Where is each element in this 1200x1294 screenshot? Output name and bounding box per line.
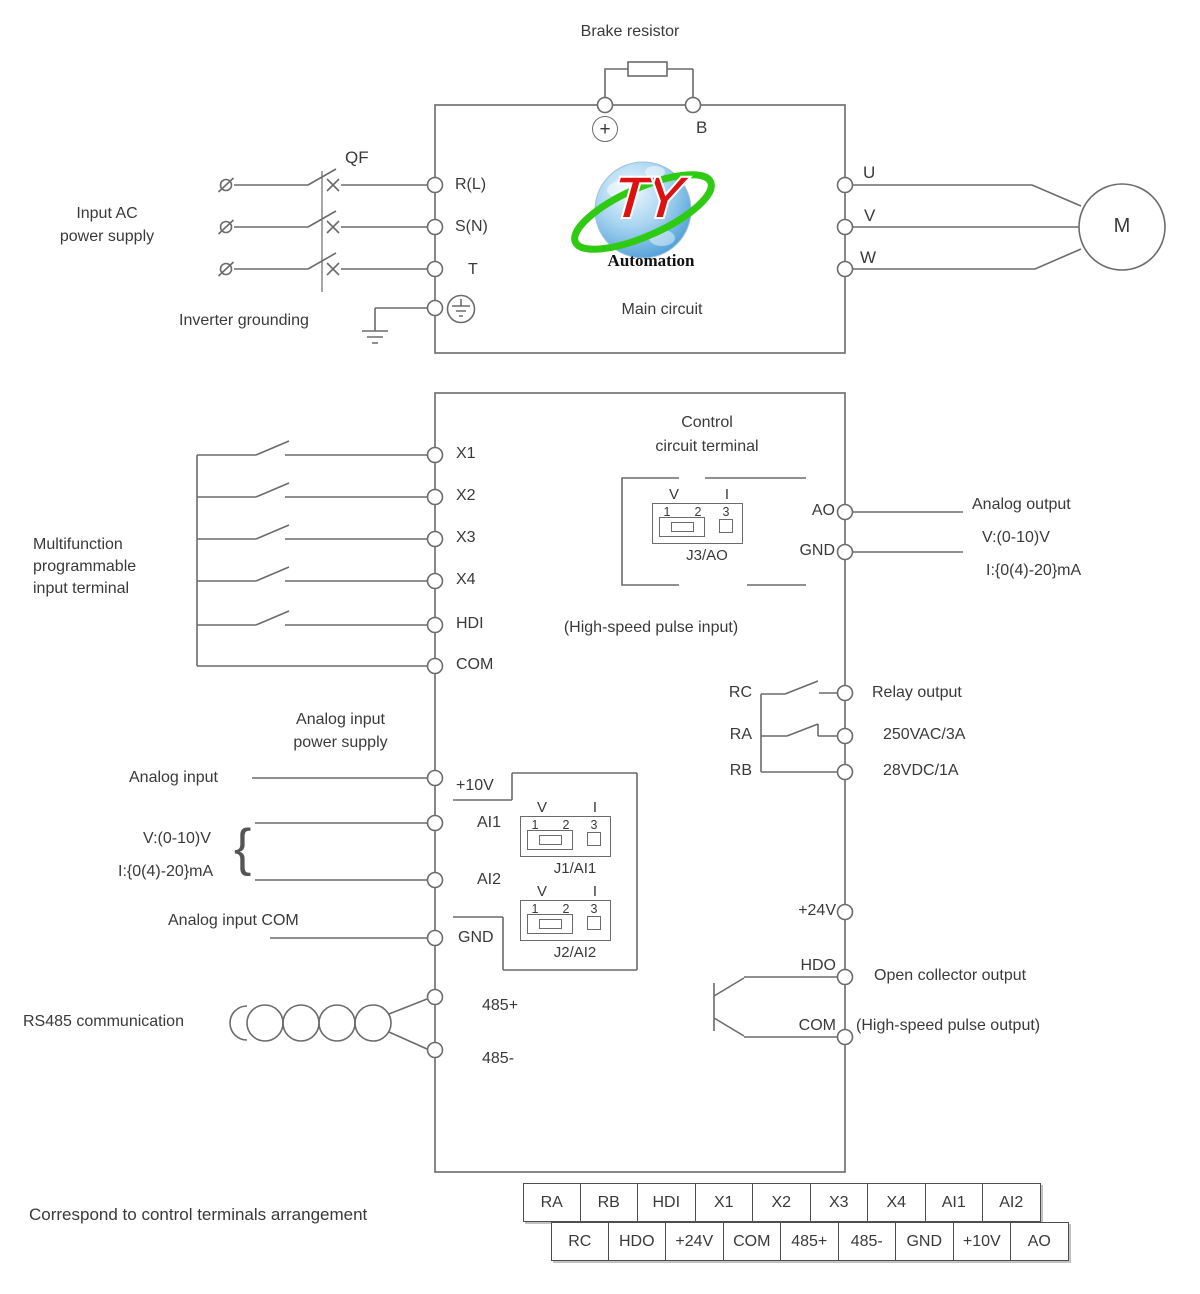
open-collector-label: Open collector output — [874, 967, 1027, 984]
high-speed-pulse-output-label: (High-speed pulse output) — [856, 1017, 1041, 1034]
arrangement-cell: X4 — [868, 1183, 926, 1222]
analog-output-i-range: I:{0(4)-20}mA — [986, 562, 1082, 579]
relay-contacts-symbol — [761, 681, 837, 772]
arrangement-cell: +10V — [954, 1222, 1012, 1261]
arrangement-cell: RB — [581, 1183, 639, 1222]
terminal-24v-label: +24V — [798, 902, 836, 919]
control-title-2: circuit terminal — [655, 438, 759, 455]
ground-symbol — [362, 308, 427, 343]
high-speed-pulse-input-label: (High-speed pulse input) — [563, 619, 739, 636]
protective-earth-icon — [448, 296, 475, 323]
terminal-x2-label: X2 — [456, 487, 476, 504]
input-ac-label-2: power supply — [59, 228, 155, 245]
jumper-i-label: I — [592, 883, 598, 900]
analog-output-v-range: V:(0-10)V — [982, 529, 1050, 546]
jumper-cap — [539, 835, 562, 845]
terminal-10v-label: +10V — [456, 777, 494, 794]
terminal-485p-label: 485+ — [482, 997, 519, 1014]
arrangement-caption: Correspond to control terminals arrangement — [29, 1205, 368, 1224]
arrangement-row-2 — [551, 1222, 1069, 1261]
arrangement-cell: 485- — [839, 1222, 897, 1261]
jumper-j1-ai1 — [520, 799, 612, 881]
rs485-coil-symbol — [230, 999, 427, 1049]
arrangement-cell: GND — [896, 1222, 954, 1261]
jumper-j2-ai2 — [520, 883, 612, 965]
relay-rating-ac-label: 250VAC/3A — [883, 726, 966, 743]
arrangement-cell: RA — [523, 1183, 581, 1222]
terminal-u-label: U — [863, 163, 876, 182]
jumper-cap — [539, 919, 562, 929]
terminal-ao-label: AO — [811, 502, 835, 519]
terminal-t-label: T — [468, 261, 478, 278]
jumper-name-label: J3/AO — [686, 547, 728, 564]
control-title-1: Control — [681, 414, 733, 431]
terminal-x3-label: X3 — [456, 529, 476, 546]
terminal-ra-label: RA — [729, 726, 752, 743]
jumper-pin2-label: 2 — [562, 818, 570, 832]
logo-brand-text: TY — [609, 164, 683, 231]
arrangement-cell: HDI — [638, 1183, 696, 1222]
terminal-gnd-label: GND — [799, 542, 835, 559]
terminal-com2-label: COM — [798, 1017, 836, 1034]
jumper-pin1-label: 1 — [663, 505, 671, 519]
analog-output-leads — [853, 512, 963, 552]
jumper-v-label: V — [536, 799, 547, 816]
terminal-gnd2-label: GND — [458, 929, 494, 946]
terminal-hdo-label: HDO — [800, 957, 836, 974]
terminal-ai1-label: AI1 — [477, 814, 502, 831]
terminal-rb-label: RB — [729, 762, 752, 779]
arrangement-cell: HDO — [609, 1222, 667, 1261]
analog-input-com-label: Analog input COM — [168, 912, 299, 929]
analog-power-label-1: Analog input — [296, 711, 385, 728]
jumper-pin2-label: 2 — [562, 902, 570, 916]
analog-in-i-range: I:{0(4)-20}mA — [118, 863, 214, 880]
jumper-name-label: J1/AI1 — [553, 860, 597, 877]
analog-input-label: Analog input — [129, 769, 218, 786]
jumper-pin1-label: 1 — [531, 902, 539, 916]
jumper-name-label: J2/AI2 — [553, 944, 597, 961]
arrangement-cell: +24V — [666, 1222, 724, 1261]
arrangement-row-1 — [523, 1183, 1041, 1222]
analog-in-v-range: V:(0-10)V — [143, 830, 211, 847]
multifunction-label-2: programmable — [33, 558, 137, 575]
jumper-pin3-label: 3 — [590, 902, 598, 916]
arrangement-cell: AO — [1011, 1222, 1069, 1261]
jumper-v-label: V — [668, 486, 679, 503]
terminal-x4-label: X4 — [456, 571, 476, 588]
jumper-cap — [671, 522, 694, 532]
jumper-pin3-pad — [587, 832, 601, 846]
terminal-x1-label: X1 — [456, 445, 476, 462]
jumper-pin3-pad — [719, 519, 733, 533]
arrangement-cell: 485+ — [781, 1222, 839, 1261]
rs485-label: RS485 communication — [23, 1013, 184, 1030]
jumper-i-label: I — [592, 799, 598, 816]
inverter-grounding-label: Inverter grounding — [179, 312, 309, 329]
relay-output-label: Relay output — [872, 684, 962, 701]
breaker-qf-symbol — [219, 169, 428, 292]
dc-plus-terminal-label: + — [592, 116, 618, 142]
arrangement-cell: X2 — [753, 1183, 811, 1222]
jumper-j3-ao — [652, 486, 744, 568]
arrangement-cell: RC — [551, 1222, 609, 1261]
jumper-i-label: I — [724, 486, 730, 503]
brake-resistor-symbol — [605, 62, 693, 105]
jumper-pin1-label: 1 — [531, 818, 539, 832]
motor-label: M — [1113, 215, 1131, 237]
brake-resistor-label: Brake resistor — [580, 23, 680, 40]
arrangement-cell: X3 — [811, 1183, 869, 1222]
arrangement-cell: X1 — [696, 1183, 754, 1222]
jumper-v-label: V — [536, 883, 547, 900]
main-circuit-title: Main circuit — [621, 301, 703, 318]
range-brace-glyph: { — [234, 819, 252, 877]
multifunction-label-3: input terminal — [33, 580, 130, 597]
terminal-w-label: W — [860, 248, 877, 267]
logo-subtitle-text: Automation — [607, 251, 695, 270]
breaker-qf-label: QF — [345, 148, 369, 167]
input-ac-label-1: Input AC — [76, 205, 138, 222]
jumper-pin3-label: 3 — [722, 505, 730, 519]
terminal-hdi-label: HDI — [456, 615, 484, 632]
terminal-s-label: S(N) — [455, 218, 488, 235]
terminal-rc-label: RC — [728, 684, 752, 701]
jumper-pin3-pad — [587, 916, 601, 930]
arrangement-cell: AI1 — [926, 1183, 984, 1222]
arrangement-cell: AI2 — [983, 1183, 1041, 1222]
jumper-pin3-label: 3 — [590, 818, 598, 832]
jumper-pin2-label: 2 — [694, 505, 702, 519]
relay-rating-dc-label: 28VDC/1A — [883, 762, 959, 779]
terminal-ai2-label: AI2 — [477, 871, 502, 888]
multifunction-input-switches — [197, 441, 427, 666]
arrangement-cell: COM — [724, 1222, 782, 1261]
analog-power-label-2: power supply — [293, 734, 388, 751]
brake-terminal-b-label: B — [696, 118, 708, 137]
analog-output-label: Analog output — [972, 496, 1071, 513]
multifunction-label-1: Multifunction — [33, 536, 123, 553]
terminal-v-label: V — [864, 206, 876, 225]
terminal-com-label: COM — [456, 656, 494, 673]
terminal-485n-label: 485- — [482, 1050, 515, 1067]
terminal-r-label: R(L) — [455, 176, 487, 193]
